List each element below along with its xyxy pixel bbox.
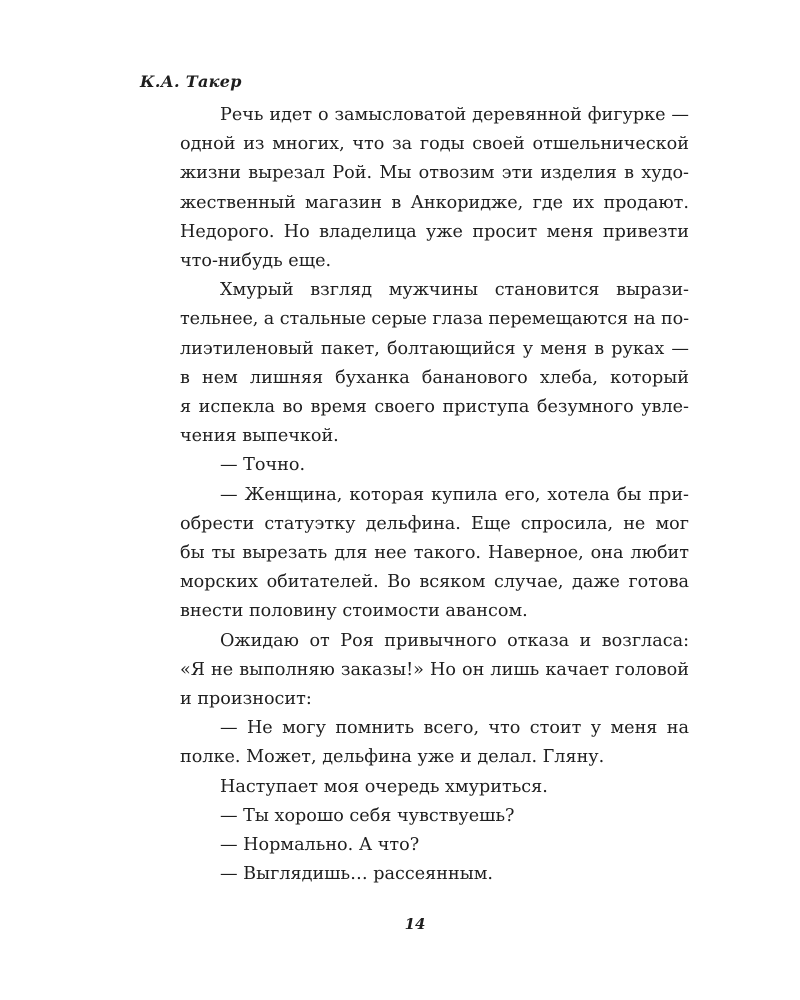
text-line: лиэтиленовый пакет, болтающийся у меня в руках — [180, 338, 689, 359]
text-line: одной из многих, что за годы своей отшельнической [180, 134, 689, 155]
text-line: жественный магазин в Анкоридже, где их продают. [180, 192, 689, 213]
text-line: и произносит: [180, 689, 312, 710]
text-line: Наступает моя очередь хмуриться. [220, 776, 548, 797]
text-line: обрести статуэтку дельфина. Еще спросила, не мог [180, 513, 689, 534]
paragraph [140, 714, 689, 772]
paragraph [140, 451, 689, 480]
text-line: внести половину стоимости авансом. [180, 601, 528, 622]
body-text [140, 101, 689, 889]
text-line: — Нормально. А что? [220, 835, 420, 856]
paragraph [140, 101, 689, 276]
text-line: «Я не выполняю заказы!» Но он лишь качает головой [180, 659, 689, 680]
text-line: я испекла во время своего приступа безумного увле- [180, 397, 689, 418]
text-line: Хмурый взгляд мужчины становится вырази- [220, 280, 689, 301]
paragraph [140, 831, 689, 860]
text-line: полке. Может, дельфина уже и делал. Гляну. [180, 747, 605, 768]
text-line: жизни вырезал Рой. Мы отвозим эти изделия в худо- [180, 163, 689, 184]
text-line: чения выпечкой. [180, 426, 339, 447]
text-line: — Женщина, которая купила его, хотела бы при- [220, 484, 689, 505]
paragraph [140, 802, 689, 831]
text-line: Ожидаю от Роя привычного отказа и возгласа: [220, 630, 689, 651]
text-line: — Точно. [220, 455, 306, 476]
text-line: — Ты хорошо себя чувствуешь? [220, 805, 515, 826]
paragraph [140, 481, 689, 627]
paragraph [140, 627, 689, 715]
text-line: Речь идет о замысловатой деревянной фигурке — [220, 105, 689, 125]
text-line: — Выглядишь… рассеянным. [220, 864, 493, 885]
text-line: тельнее, а стальные серые глаза перемещаются на по- [180, 309, 689, 330]
paragraph [140, 860, 689, 889]
page-number: 14 [404, 915, 426, 933]
running-header-author: К.А. Такер [140, 72, 242, 91]
text-line: Недорого. Но владелица уже просит меня привезти [180, 221, 689, 242]
text-line: бы ты вырезать для нее такого. Наверное, она любит [180, 543, 689, 564]
paragraph [140, 276, 689, 451]
text-line: в нем лишняя буханка бананового хлеба, который [180, 367, 689, 388]
paragraph [140, 773, 689, 802]
text-line: что-нибудь еще. [180, 251, 332, 272]
text-line: морских обитателей. Во всяком случае, даже готова [180, 572, 689, 593]
text-line: — Не могу помнить всего, что стоит у меня на [220, 718, 689, 739]
